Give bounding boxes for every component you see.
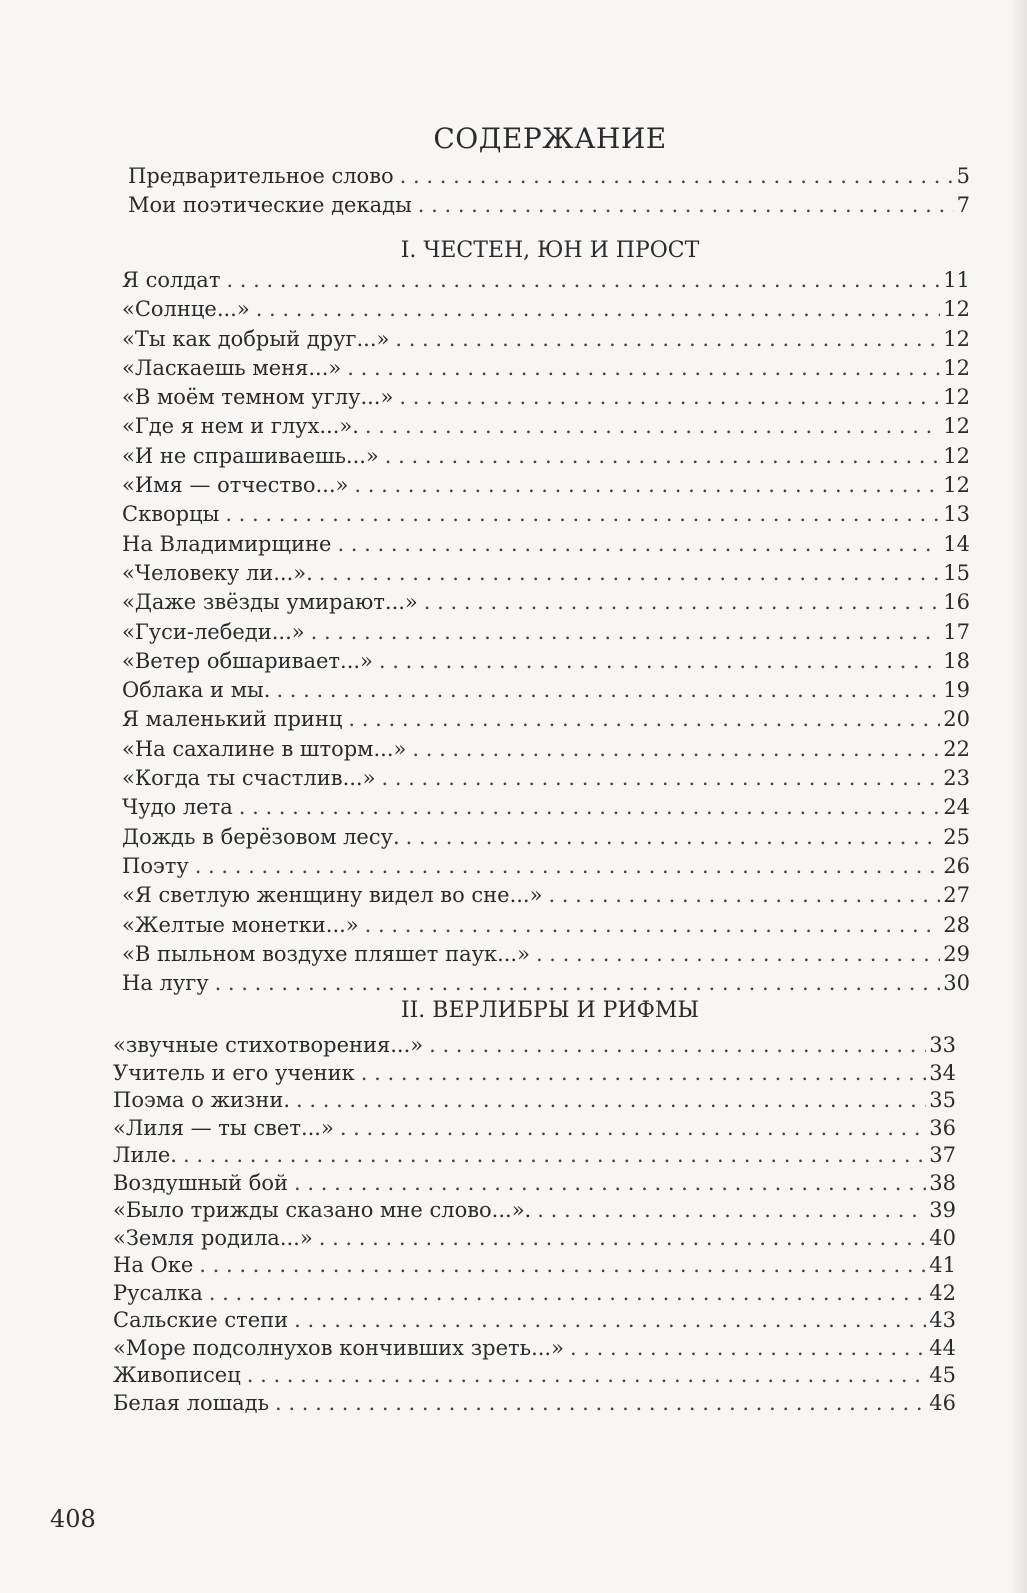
toc-entry-page: 12 [943, 355, 970, 380]
dot-leader [239, 795, 941, 819]
toc-entry-title: «звучные стихотворения...» [113, 1033, 424, 1057]
toc-entry-page: 26 [943, 853, 970, 878]
toc-entry-title: Я маленький принц [122, 707, 343, 732]
dot-leader [412, 737, 940, 761]
dot-leader [319, 561, 940, 585]
toc-entry-title: «Имя — отчество...» [122, 473, 349, 498]
dot-leader [319, 1226, 927, 1250]
dot-leader [385, 444, 940, 468]
toc-entry-title: «Человеку ли...». [122, 560, 313, 585]
toc-entry-page: 14 [943, 531, 970, 556]
toc-entry [113, 1391, 956, 1419]
toc-entry-title: «Земля родила...» [113, 1225, 313, 1250]
toc-entry-title: На лугу [122, 971, 209, 996]
toc-entry-page: 40 [929, 1225, 956, 1250]
toc-entry-page: 30 [943, 971, 970, 996]
toc-entry-page: 37 [929, 1143, 956, 1167]
toc-entry [113, 1143, 956, 1171]
dot-leader [381, 766, 940, 790]
toc-entry-title: На Владимирщине [122, 531, 332, 556]
toc-entry-page: 39 [929, 1198, 956, 1222]
toc-entry-page: 19 [943, 678, 970, 703]
toc-entry-title: Поэма о жизни. [113, 1088, 291, 1112]
toc-section-2-list [113, 1033, 956, 1418]
dot-leader [570, 1336, 926, 1360]
dot-leader [183, 1143, 926, 1167]
toc-entry-page: 12 [943, 443, 970, 468]
toc-entry-title: Скворцы [122, 502, 220, 527]
toc-entry-page: 18 [943, 648, 970, 673]
dot-leader [400, 164, 954, 188]
toc-entry-page: 34 [929, 1060, 956, 1085]
toc-entry-page: 12 [943, 414, 970, 439]
dot-leader [195, 854, 941, 878]
dot-leader [275, 1391, 926, 1415]
toc-entry-title: «Я светлую женщину видел во сне...» [122, 883, 543, 908]
dot-leader [294, 1308, 926, 1332]
toc-entry-page: 23 [943, 766, 970, 791]
dot-leader [548, 883, 940, 907]
dot-leader [311, 620, 941, 644]
dot-leader [247, 1363, 927, 1387]
toc-entry-title: Сальские степи [113, 1308, 289, 1332]
toc-entry [122, 414, 970, 443]
toc-entry [122, 620, 970, 649]
toc-entry [122, 502, 970, 531]
toc-entry [122, 942, 970, 971]
page-number: 408 [50, 1505, 96, 1533]
toc-entry-title: «Было трижды сказано мне слово...». [113, 1198, 532, 1222]
toc-entry [113, 1088, 956, 1116]
toc-entry [122, 268, 970, 297]
toc-entry [128, 164, 970, 193]
toc-entry-page: 35 [929, 1088, 956, 1112]
toc-entry [122, 913, 970, 942]
toc-entry-page: 46 [929, 1390, 956, 1415]
toc-entry [122, 883, 970, 912]
dot-leader [536, 942, 940, 966]
toc-entry [113, 1198, 956, 1226]
toc-entry-title: Предварительное слово [128, 164, 394, 188]
dot-leader [337, 532, 940, 556]
dot-leader [209, 1281, 927, 1305]
dot-leader [347, 356, 940, 380]
toc-intro-list [128, 164, 970, 222]
toc-entry-title: «Даже звёзды умирают...» [122, 590, 418, 615]
toc-entry-title: «Солнце...» [122, 297, 250, 322]
toc-entry-page: 11 [943, 268, 970, 292]
toc-entry-page: 12 [943, 326, 970, 351]
toc-entry [128, 193, 970, 222]
toc-entry-title: «Лиля — ты свет...» [113, 1115, 334, 1140]
dot-leader [294, 1171, 926, 1195]
dot-leader [537, 1198, 926, 1222]
toc-entry-title: Дождь в берёзовом лесу. [122, 824, 400, 849]
toc-entry-title: Облака и мы. [122, 678, 271, 703]
toc-entry-title: На Оке [113, 1253, 194, 1277]
toc-entry-title: Мои поэтические декады [128, 193, 412, 217]
toc-entry [122, 444, 970, 473]
toc-entry [122, 561, 970, 590]
toc-entry [122, 707, 970, 736]
dot-leader [406, 825, 941, 849]
toc-entry [122, 473, 970, 502]
toc-entry-page: 45 [929, 1363, 956, 1387]
toc-entry-title: «Ветер обшаривает...» [122, 648, 373, 673]
toc-entry-page: 15 [943, 560, 970, 585]
toc-entry-page: 16 [943, 590, 970, 615]
toc-entry [113, 1336, 956, 1364]
dot-leader [395, 327, 940, 351]
dot-leader [365, 414, 940, 438]
toc-entry [113, 1033, 956, 1061]
toc-entry-title: Я солдат [122, 268, 221, 292]
toc-entry-title: Лиле. [113, 1143, 177, 1167]
toc-entry [122, 766, 970, 795]
dot-leader [225, 502, 940, 526]
toc-entry [122, 356, 970, 385]
section-heading-2: II. ВЕРЛИБРЫ И РИФМЫ [400, 998, 700, 1023]
dot-leader [424, 590, 941, 614]
toc-entry-page: 24 [943, 795, 970, 820]
toc-entry-title: «Ласкаешь меня...» [122, 355, 342, 380]
toc-entry-page: 20 [943, 707, 970, 732]
toc-entry [122, 590, 970, 619]
toc-entry [113, 1171, 956, 1199]
toc-entry [122, 854, 970, 883]
toc-entry-page: 36 [929, 1115, 956, 1140]
toc-entry-title: Живописец [113, 1363, 241, 1387]
toc-entry-page: 12 [943, 473, 970, 498]
toc-entry-title: Поэту [122, 853, 189, 878]
toc-entry-title: «Ты как добрый друг...» [122, 326, 390, 351]
toc-entry-page: 5 [956, 164, 970, 188]
dot-leader [215, 971, 941, 995]
toc-entry-title: Русалка [113, 1280, 203, 1305]
toc-entry-page: 17 [943, 619, 970, 644]
toc-entry [113, 1226, 956, 1254]
toc-entry-page: 33 [929, 1033, 956, 1057]
toc-entry-title: «В моём темном углу...» [122, 385, 394, 410]
dot-leader [429, 1033, 926, 1057]
toc-entry-title: Белая лошадь [113, 1390, 270, 1415]
dot-leader [296, 1088, 926, 1112]
toc-entry [113, 1116, 956, 1144]
toc-entry [122, 825, 970, 854]
dot-leader [365, 913, 941, 937]
toc-entry [122, 795, 970, 824]
toc-entry-page: 38 [929, 1170, 956, 1195]
toc-entry [113, 1281, 956, 1309]
toc-entry-page: 13 [943, 502, 970, 527]
toc-entry [122, 532, 970, 561]
toc-entry-page: 12 [943, 385, 970, 410]
toc-entry-page: 42 [929, 1280, 956, 1305]
dot-leader [226, 268, 940, 292]
toc-entry [122, 297, 970, 326]
dot-leader [256, 297, 941, 321]
dot-leader [199, 1253, 926, 1277]
toc-entry-title: «Когда ты счастлив...» [122, 766, 376, 791]
toc-entry-title: «Где я нем и глух...». [122, 414, 359, 439]
toc-entry [122, 971, 970, 1000]
toc-entry-page: 44 [929, 1335, 956, 1360]
toc-entry [113, 1308, 956, 1336]
dot-leader [354, 473, 940, 497]
toc-entry-title: «Море подсолнухов кончивших зреть...» [113, 1335, 564, 1360]
toc-entry-page: 28 [943, 912, 970, 937]
toc-entry-page: 27 [943, 883, 970, 908]
dot-leader [340, 1116, 926, 1140]
dot-leader [379, 649, 940, 673]
toc-entry-title: «На сахалине в шторм...» [122, 736, 407, 761]
dot-leader [348, 707, 940, 731]
dot-leader [361, 1061, 927, 1085]
toc-entry-page: 12 [943, 297, 970, 322]
toc-entry-title: «В пыльном воздухе пляшет паук...» [122, 941, 530, 966]
toc-entry-title: «Гуси-лебеди...» [122, 619, 305, 644]
toc-entry [122, 385, 970, 414]
section-heading-1: I. ЧЕСТЕН, ЮН И ПРОСТ [400, 238, 700, 263]
dot-leader [418, 193, 954, 217]
toc-entry-page: 22 [943, 736, 970, 761]
toc-section-1-list [122, 268, 970, 1000]
toc-entry [113, 1253, 956, 1281]
toc-entry [113, 1061, 956, 1089]
dot-leader [399, 385, 940, 409]
page-title: СОДЕРЖАНИЕ [433, 122, 667, 155]
toc-entry [122, 649, 970, 678]
toc-entry-title: «Желтые монетки...» [122, 912, 359, 937]
toc-entry [122, 327, 970, 356]
toc-entry-title: Чудо лета [122, 795, 233, 820]
toc-entry-title: Воздушный бой [113, 1170, 289, 1195]
toc-entry-page: 43 [929, 1308, 956, 1332]
toc-entry-title: Учитель и его ученик [113, 1060, 355, 1085]
dot-leader [276, 678, 940, 702]
toc-entry-page: 41 [929, 1253, 956, 1277]
toc-entry-page: 29 [943, 941, 970, 966]
toc-entry-title: «И не спрашиваешь...» [122, 443, 379, 468]
toc-entry [113, 1363, 956, 1391]
toc-entry-page: 25 [943, 824, 970, 849]
toc-entry-page: 7 [956, 193, 970, 217]
toc-entry [122, 678, 970, 707]
toc-entry [122, 737, 970, 766]
